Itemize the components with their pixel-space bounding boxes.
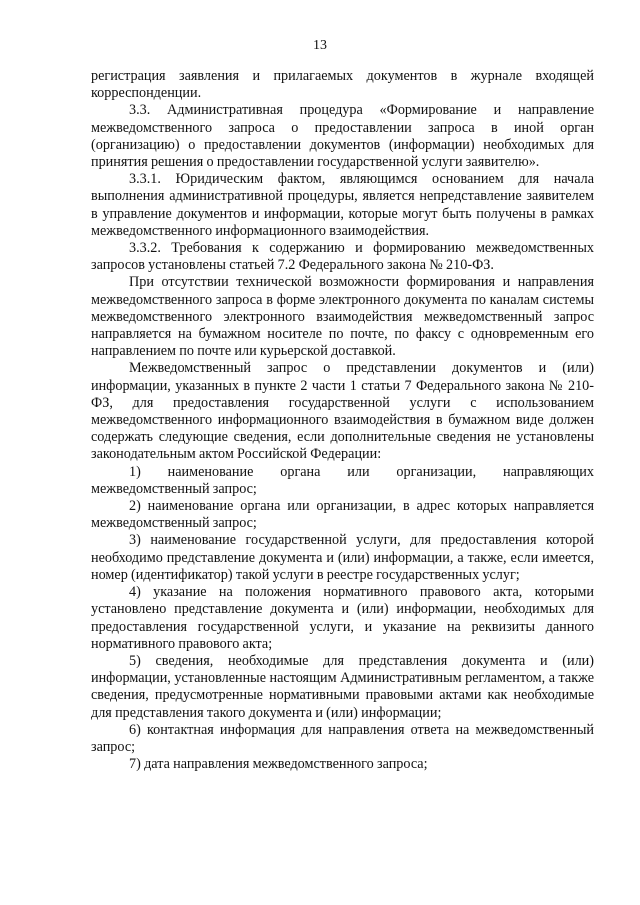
page-number: 13 [313, 38, 327, 53]
paragraph-request-contents: Межведомственный запрос о представлении документов и (или) информации, указанных в пункте 2 части 1 статьи 7 Федерального закона № 210-ФЗ, для предоставления государственной услуги с использованием межведомственного информационного взаимодействия в бумажном виде должен содержать следующие сведения, если дополнительные сведения не установлены законодательным актом Российской Федерации: [91, 360, 594, 463]
paragraph-3-3-2: 3.3.2. Требования к содержанию и формированию межведомственных запросов установлены статьей 7.2 Федерального закона № 210-ФЗ. [91, 240, 594, 274]
list-item-3: 3) наименование государственной услуги, для предоставления которой необходимо представление документа и (или) информации, а также, если имеется, номер (идентификатор) такой услуги в реестре государственных услуг; [91, 532, 594, 583]
paragraph-continuation: регистрация заявления и прилагаемых документов в журнале входящей корреспонденции. [91, 68, 594, 102]
list-item-6: 6) контактная информация для направления ответа на межведомственный запрос; [91, 721, 594, 755]
list-item-4: 4) указание на положения нормативного правового акта, которыми установлено представление документа и (или) информации, необходимых для предоставления государственной услуги, и указание на реквизиты данного нормативного правового акта; [91, 584, 594, 652]
list-item-2: 2) наименование органа или организации, в адрес которых направляется межведомственный запрос; [91, 498, 594, 532]
list-item-7: 7) дата направления межведомственного запроса; [129, 756, 428, 773]
document-body [91, 68, 594, 773]
paragraph-3-3-1: 3.3.1. Юридическим фактом, являющимся основанием для начала выполнения административной процедуры, является непредставление заявителем в управление документов и информации, которые могут быть получены в рамках межведомственного информационного взаимодействия. [91, 171, 594, 239]
paragraph-paper-request: При отсутствии технической возможности формирования и направления межведомственного запроса в форме электронного документа по каналам системы межведомственного электронного взаимодействия межведомственный запрос направляется на бумажном носителе по почте, по факсу с одновременным его направлением по почте или курьерской доставкой. [91, 274, 594, 360]
list-item-1: 1) наименование органа или организации, направляющих межведомственный запрос; [91, 463, 594, 497]
list-item-5: 5) сведения, необходимые для представления документа и (или) информации, установленные настоящим Административным регламентом, а также сведения, предусмотренные нормативными правовыми актами как необходимые для представления такого документа и (или) информации; [91, 652, 594, 721]
paragraph-3-3: 3.3. Административная процедура «Формирование и направление межведомственного запроса о предоставлении запроса в иной орган (организацию) о предоставлении документов (информации) необходимых для принятия решения о предоставлении государственной услуги заявителю». [91, 102, 594, 171]
